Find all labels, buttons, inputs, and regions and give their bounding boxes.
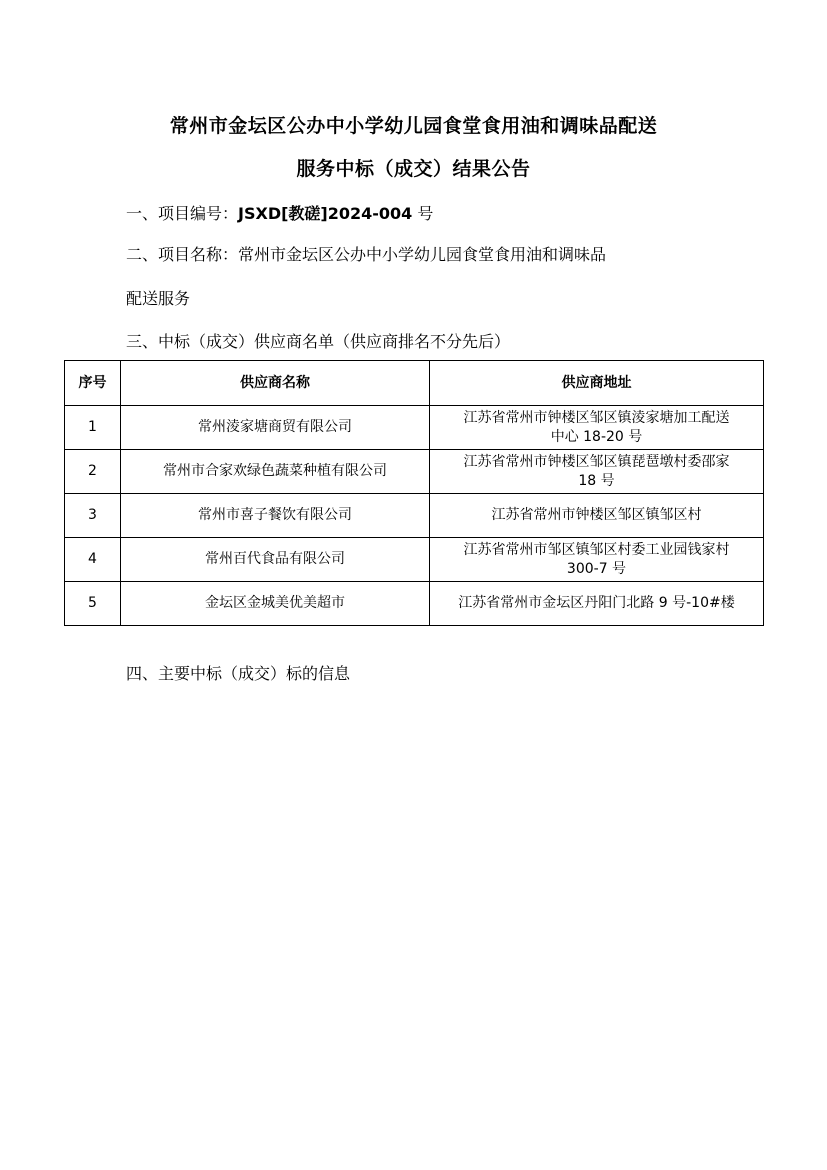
row-supplier-address: [430, 406, 764, 450]
row-no: 4: [65, 538, 121, 582]
row-no: 1: [65, 406, 121, 450]
row-supplier-address: [430, 538, 764, 582]
row-supplier-address: [430, 450, 764, 494]
address-line-1: 江苏省常州市金坛区丹阳门北路 9 号-10#楼: [458, 595, 735, 611]
row-no: 2: [65, 450, 121, 494]
document-title-line-1: 常州市金坛区公办中小学幼儿园食堂食用油和调味品配送: [169, 115, 658, 137]
main-info-heading: 四、主要中标（成交）标的信息: [126, 664, 351, 683]
address-line-2: 300-7 号: [566, 560, 627, 577]
row-supplier-name: 常州淩家塘商贸有限公司: [121, 406, 430, 450]
address-line-2: 18 号: [578, 472, 615, 489]
table-row: [65, 406, 764, 450]
address-line-1: 江苏省常州市邹区镇邹区村委工业园钱家村: [463, 541, 730, 558]
row-supplier-name: 常州市喜子餐饮有限公司: [121, 494, 430, 538]
supplier-table: [64, 360, 764, 626]
table-row: [65, 582, 764, 626]
row-supplier-address: [430, 582, 764, 626]
row-supplier-name: 常州市合家欢绿色蔬菜种植有限公司: [121, 450, 430, 494]
project-name-line-1: 二、项目名称：常州市金坛区公办中小学幼儿园食堂食用油和调味品: [126, 245, 607, 264]
table-header-row: [65, 361, 764, 406]
project-code-value: JSXD[教磋]2024-004: [238, 204, 413, 223]
row-supplier-name: 常州百代食品有限公司: [121, 538, 430, 582]
address-line-1: 江苏省常州市钟楼区邹区镇淩家塘加工配送: [463, 409, 730, 426]
supplier-list-heading: 三、中标（成交）供应商名单（供应商排名不分先后）: [126, 332, 511, 351]
header-no: 序号: [65, 361, 121, 406]
project-code-label: 一、项目编号：: [126, 204, 239, 223]
row-no: 5: [65, 582, 121, 626]
project-code-suffix: 号: [412, 204, 434, 223]
row-supplier-address: [430, 494, 764, 538]
table-row: [65, 538, 764, 582]
row-no: 3: [65, 494, 121, 538]
address-line-1: 江苏省常州市钟楼区邹区镇琵琶墩村委邵家: [463, 453, 730, 470]
table-row: [65, 494, 764, 538]
address-line-2: 中心 18-20 号: [550, 428, 643, 445]
project-name-line-2: 配送服务: [126, 289, 191, 308]
address-line-1: 江苏省常州市钟楼区邹区镇邹区村: [491, 507, 702, 523]
document-title-line-2: 服务中标（成交）结果公告: [296, 158, 531, 180]
header-supplier-address: 供应商地址: [430, 361, 764, 406]
header-supplier-name: 供应商名称: [121, 361, 430, 406]
row-supplier-name: 金坛区金城美优美超市: [121, 582, 430, 626]
project-code-paragraph: [126, 201, 433, 224]
table-row: [65, 450, 764, 494]
